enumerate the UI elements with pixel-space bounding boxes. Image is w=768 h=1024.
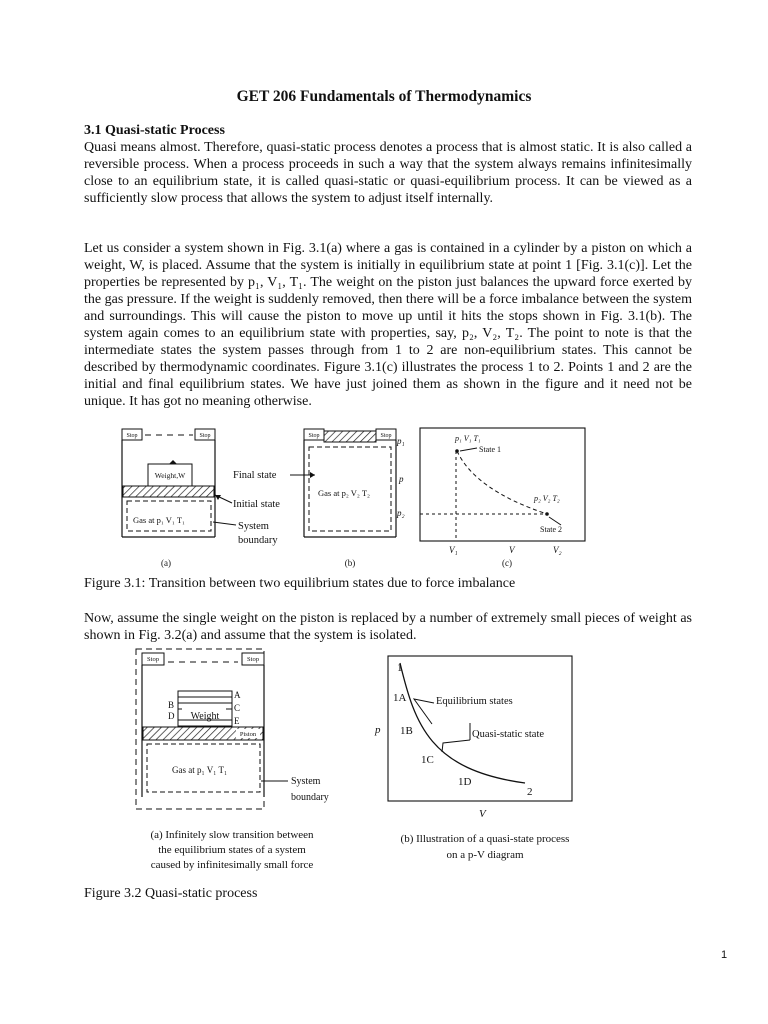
quasi-static-state-label: Quasi-static state bbox=[472, 729, 545, 740]
point-1B-label: 1B bbox=[400, 725, 413, 737]
label-E: E bbox=[234, 716, 240, 726]
axis-label-v1: V₁ bbox=[449, 545, 458, 555]
figure-3-1c-pv-plot bbox=[396, 428, 585, 568]
quasi-static-state-pointer bbox=[442, 740, 470, 752]
caption-a-line2: the equilibrium states of a system bbox=[158, 844, 306, 856]
axis-label-v: V bbox=[509, 545, 515, 555]
figure-3-2-caption: Figure 3.2 Quasi-static process bbox=[84, 886, 258, 901]
figure-3-2 bbox=[130, 645, 600, 875]
axis-label-p2: p₂ bbox=[397, 508, 405, 518]
label-A: A bbox=[234, 690, 241, 700]
figure-3-1-annotations bbox=[213, 470, 315, 546]
state-2-point bbox=[545, 512, 549, 516]
state-2-properties: p₂ V₂ T₂ bbox=[534, 494, 560, 503]
paragraph-definition: Quasi means almost. Therefore, quasi-static process denotes a process that is almost static. It is also called a reversible process. When a process proceeds in such a way that the system always remains infinitesimally close to an equilibrium state, it is called quasi-static or quasi-equilibrium process. It can be viewed as a sufficiently slow process that allows the system to adjust itself internally. bbox=[84, 140, 692, 206]
final-state-label: Final state bbox=[233, 470, 277, 481]
page-title: GET 206 Fundamentals of Thermodynamics bbox=[236, 88, 532, 105]
label-B: B bbox=[168, 700, 175, 710]
boundary-label: boundary bbox=[291, 792, 329, 803]
figure-3-1 bbox=[115, 425, 595, 575]
system-arrow-a bbox=[213, 522, 236, 525]
axis-label-p1: p₁ bbox=[397, 436, 405, 446]
quasi-static-curve bbox=[400, 663, 525, 783]
state-1-label: State 1 bbox=[479, 445, 501, 454]
caption-b-line2: on a p-V diagram bbox=[446, 849, 524, 861]
point-1-label: 1 bbox=[397, 662, 403, 674]
stop-label-b-left: Stop bbox=[308, 433, 320, 439]
equilibrium-states-pointer bbox=[414, 699, 434, 724]
system-label-a: System bbox=[238, 521, 269, 532]
gas-label-b: Gas at p₂ V₂ T₂ bbox=[318, 488, 371, 498]
point-2-label: 2 bbox=[527, 786, 533, 798]
axis-label-v: V bbox=[479, 808, 486, 820]
weight-label-a: Weight,W bbox=[154, 471, 186, 480]
final-state-arrowhead bbox=[310, 472, 315, 478]
stop-label-right: Stop bbox=[247, 656, 259, 663]
point-1A-label: 1A bbox=[393, 692, 407, 704]
caption-a-line3: caused by infinitesimally small force bbox=[150, 859, 314, 871]
figure-3-2b-pv-diagram bbox=[374, 656, 572, 861]
boundary-label-a: boundary bbox=[238, 535, 278, 546]
weight-label: Weight bbox=[190, 711, 220, 722]
gas-label-a: Gas at p₁ V₁ T₁ bbox=[133, 515, 186, 525]
point-1D-label: 1D bbox=[458, 776, 472, 788]
state-1-properties: p₁ V₁ T₁ bbox=[455, 434, 481, 443]
point-1C-label: 1C bbox=[421, 754, 434, 766]
piston-a bbox=[123, 486, 214, 497]
label-C: C bbox=[234, 703, 241, 713]
stop-label-b-right: Stop bbox=[380, 433, 392, 439]
gas-label: Gas at p₁ V₁ T₁ bbox=[172, 765, 228, 775]
state-2-label: State 2 bbox=[540, 525, 562, 534]
axis-label-p: p bbox=[375, 724, 381, 736]
state-1-arrow bbox=[460, 448, 477, 451]
label-D: D bbox=[168, 711, 175, 721]
figure-label-a: (a) bbox=[161, 558, 171, 568]
process-curve-1-to-2 bbox=[457, 451, 547, 514]
paragraph-system-example: Let us consider a system shown in Fig. 3.1(a) where a gas is contained in a cylinder by a piston on which a weight, W, is placed. Assume that the system is initially in equilibrium state at point 1 [Fig. 3.1(c)]. Let the properties be represented by p₁, V₁, T₁. The weight on the piston just balances the upward force exerted by the gas pressure. If the weight is suddenly removed, then there will be a force imbalance between the system and surroundings. This will cause the piston to move up until it hits the stops shown in Fig. 3.1(b). The system again comes to an equilibrium state with properties, say, p₂, V₂, T₂. The point to note is that the intermediate states the system passes through from 1 to 2 are non-equilibrium states. This cannot be described by thermodynamic coordinates. Figure 3.1(c) illustrates the process 1 to 2. Points 1 and 2 are the initial and final equilibrium states. We have just joined them as shown in the figure and it need not be unique. It has got no meaning otherwise. bbox=[84, 241, 693, 409]
page-number: 1 bbox=[721, 949, 728, 961]
initial-state-label: Initial state bbox=[233, 499, 280, 510]
figure-label-c: (c) bbox=[502, 558, 512, 568]
section-heading: 3.1 Quasi-static Process bbox=[84, 123, 225, 138]
system-label: System bbox=[291, 776, 321, 787]
piston-label: Piston bbox=[239, 731, 257, 738]
paragraph-small-weights: Now, assume the single weight on the piston is replaced by a number of extremely small pieces of weight as shown in Fig. 3.2(a) and assume that the system is isolated. bbox=[84, 611, 692, 643]
weight-knob-icon bbox=[169, 460, 177, 464]
axis-label-v2: V₂ bbox=[553, 545, 562, 555]
figure-3-2a-cylinder bbox=[136, 649, 329, 871]
state-2-arrow bbox=[549, 517, 561, 525]
state-1-point bbox=[455, 449, 459, 453]
stop-label-a-right: Stop bbox=[199, 433, 211, 439]
figure-label-b: (b) bbox=[344, 558, 356, 568]
figure-3-1b-cylinder bbox=[304, 429, 396, 568]
equilibrium-states-label: Equilibrium states bbox=[436, 696, 513, 707]
figure-3-1a-cylinder bbox=[122, 429, 215, 568]
caption-b-line1: (b) Illustration of a quasi-state process bbox=[400, 833, 570, 845]
piston-b bbox=[324, 431, 376, 442]
figure-3-1-caption: Figure 3.1: Transition between two equilibrium states due to force imbalance bbox=[84, 576, 516, 591]
caption-a-line1: (a) Infinitely slow transition between bbox=[150, 829, 314, 841]
stop-label-a-left: Stop bbox=[126, 433, 138, 439]
axis-label-p: p bbox=[399, 474, 404, 484]
stop-label-left: Stop bbox=[147, 656, 159, 663]
